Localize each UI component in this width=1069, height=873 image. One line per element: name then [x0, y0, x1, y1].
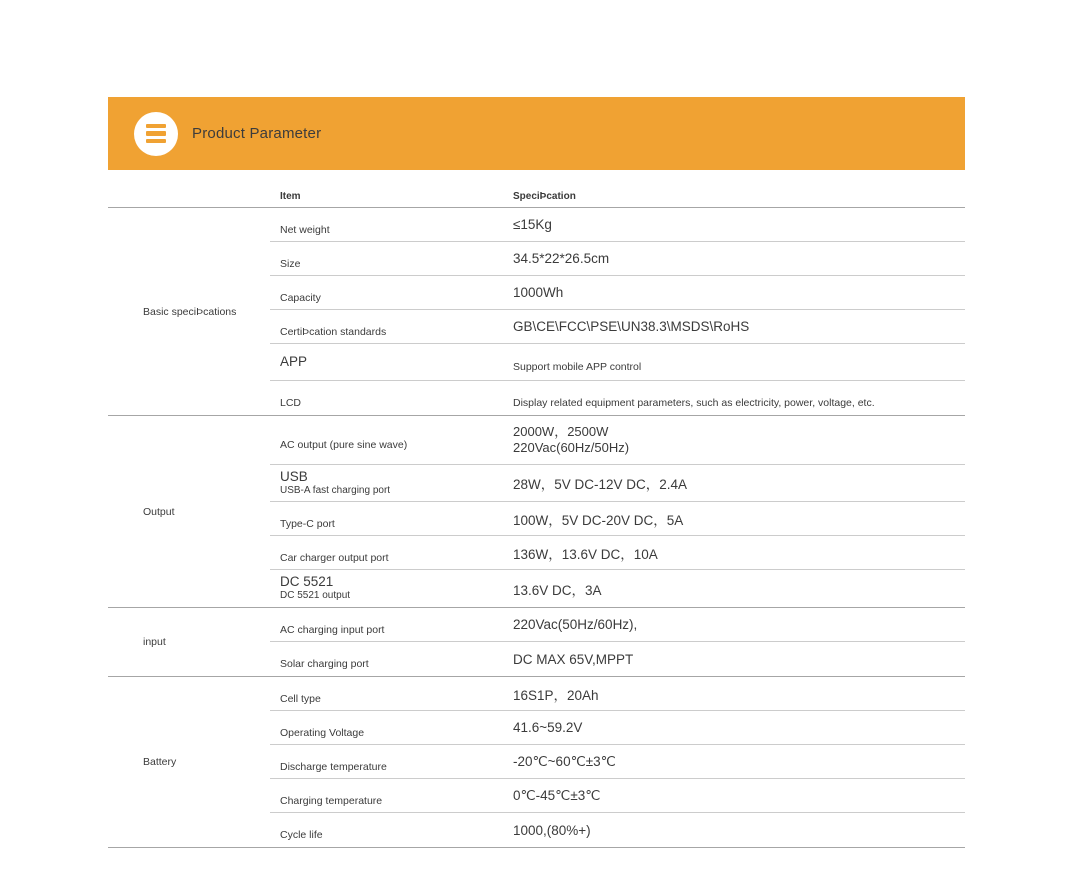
item-cell [270, 779, 510, 812]
spec-value: 136W，13.6V DC，10A [513, 546, 658, 562]
group-label: Output [143, 505, 175, 518]
table-row [270, 310, 965, 344]
spec-value: 13.6V DC，3A [513, 582, 602, 598]
group-label: Battery [143, 756, 177, 768]
item-label: Cycle life [280, 829, 323, 841]
spec-cell [510, 608, 965, 641]
spec-cell [510, 745, 965, 778]
item-cell [270, 813, 510, 847]
table-row [270, 465, 965, 502]
item-label: Type-C port [280, 517, 335, 530]
item-cell [270, 242, 510, 275]
item-cell [270, 570, 510, 607]
item-cell [270, 711, 510, 744]
spec-value: 16S1P，20Ah [513, 687, 599, 703]
item-cell [270, 276, 510, 309]
spec-group [108, 208, 965, 416]
spec-cell [510, 310, 965, 343]
spec-group [108, 608, 965, 677]
spec-cell [510, 502, 965, 535]
product-parameter-banner [108, 97, 965, 170]
item-label-big: APP [280, 354, 308, 369]
menu-bar [146, 131, 166, 136]
spec-value: GB\CE\FCC\PSE\UN38.3\MSDS\RoHS [513, 319, 750, 334]
item-cell [270, 381, 510, 415]
spec-cell [510, 779, 965, 812]
table-row [270, 642, 965, 676]
spec-cell [510, 208, 965, 241]
item-label: AC charging input port [280, 623, 385, 636]
menu-bar [146, 139, 166, 144]
table-row [270, 570, 965, 607]
table-row [270, 502, 965, 536]
spec-cell [510, 813, 965, 847]
table-row [270, 608, 965, 642]
item-cell [270, 608, 510, 641]
item-cell [270, 536, 510, 569]
spec-cell [510, 465, 965, 501]
spec-value-small: Support mobile APP control [513, 361, 642, 373]
item-label: LCD [280, 397, 302, 409]
item-column-header: Item [280, 190, 301, 202]
menu-bar [146, 124, 166, 129]
item-cell [270, 502, 510, 535]
header-group-spacer [108, 185, 270, 207]
item-label: Charging temperature [280, 794, 383, 807]
item-label: Car charger output port [280, 551, 389, 564]
item-label: Size [280, 257, 301, 270]
table-row [270, 745, 965, 779]
table-row [270, 242, 965, 276]
item-label: Solar charging port [280, 658, 369, 670]
spec-value: 28W，5V DC-12V DC，2.4A [513, 477, 688, 492]
item-label: AC output (pure sine wave) [280, 439, 408, 451]
spec-value: 1000Wh [513, 285, 564, 300]
item-label: Operating Voltage [280, 726, 365, 739]
item-cell [270, 416, 510, 464]
spec-value-line: 2000W，2500W [513, 423, 609, 439]
spec-value: 41.6~59.2V [513, 720, 583, 735]
table-body [108, 208, 965, 848]
group-rows [270, 416, 965, 607]
spec-value: 100W，5V DC-20V DC，5A [513, 512, 684, 528]
spec-value-line: 220Vac(60Hz/50Hz) [513, 440, 630, 455]
spec-cell [510, 642, 965, 676]
spec-cell [510, 570, 965, 607]
spec-table [108, 185, 965, 848]
item-label: Capacity [280, 291, 321, 304]
spec-value: 0℃-45℃±3℃ [513, 787, 601, 803]
spec-cell [510, 242, 965, 275]
item-label: Discharge temperature [280, 760, 387, 773]
spec-value: 34.5*22*26.5cm [513, 251, 610, 266]
table-row [270, 276, 965, 310]
spec-value: 1000,(80%+) [513, 822, 591, 838]
spec-value: -20℃~60℃±3℃ [513, 753, 616, 769]
spec-cell [510, 276, 965, 309]
spec-value: DC MAX 65V,MPPT [513, 651, 634, 667]
group-rows [270, 677, 965, 847]
spec-value: 220Vac(50Hz/60Hz), [513, 617, 638, 632]
item-label-big: DC 5521 [280, 574, 334, 589]
table-header-row [108, 185, 965, 208]
spec-cell [510, 711, 965, 744]
table-row [270, 677, 965, 711]
spec-value-small: Display related equipment parameters, such as electricity, power, voltage, etc. [513, 397, 875, 409]
item-cell [270, 310, 510, 343]
item-sub-label: USB-A fast charging port [280, 484, 391, 496]
item-label: Cell type [280, 692, 321, 705]
item-label-big: USB [280, 468, 308, 484]
group-rows [270, 608, 965, 676]
spec-group [108, 677, 965, 848]
spec-cell [510, 416, 965, 464]
item-cell [270, 677, 510, 710]
item-cell [270, 465, 510, 501]
table-row [270, 344, 965, 381]
spec-cell [510, 344, 965, 380]
table-row [270, 536, 965, 570]
table-row [270, 779, 965, 813]
group-rows [270, 208, 965, 415]
spec-cell [510, 381, 965, 415]
table-row [270, 711, 965, 745]
item-label: Net weight [280, 223, 330, 236]
table-row [270, 381, 965, 415]
item-sub-label: DC 5521 output [280, 590, 351, 601]
spec-column-header: SpeciÞcation [513, 190, 576, 202]
group-label: input [143, 636, 166, 648]
spec-cell [510, 536, 965, 569]
item-cell [270, 208, 510, 241]
table-row [270, 813, 965, 847]
spec-cell [510, 677, 965, 710]
spec-value: ≤15Kg [513, 217, 552, 232]
table-row [270, 416, 965, 465]
group-label: Basic speciÞcations [143, 305, 237, 318]
spec-group [108, 416, 965, 608]
banner-title: Product Parameter [192, 125, 322, 142]
table-row [270, 208, 965, 242]
item-cell [270, 344, 510, 380]
item-cell [270, 745, 510, 778]
item-cell [270, 642, 510, 676]
hamburger-menu-icon [134, 112, 178, 156]
item-label: CertiÞcation standards [280, 325, 387, 338]
